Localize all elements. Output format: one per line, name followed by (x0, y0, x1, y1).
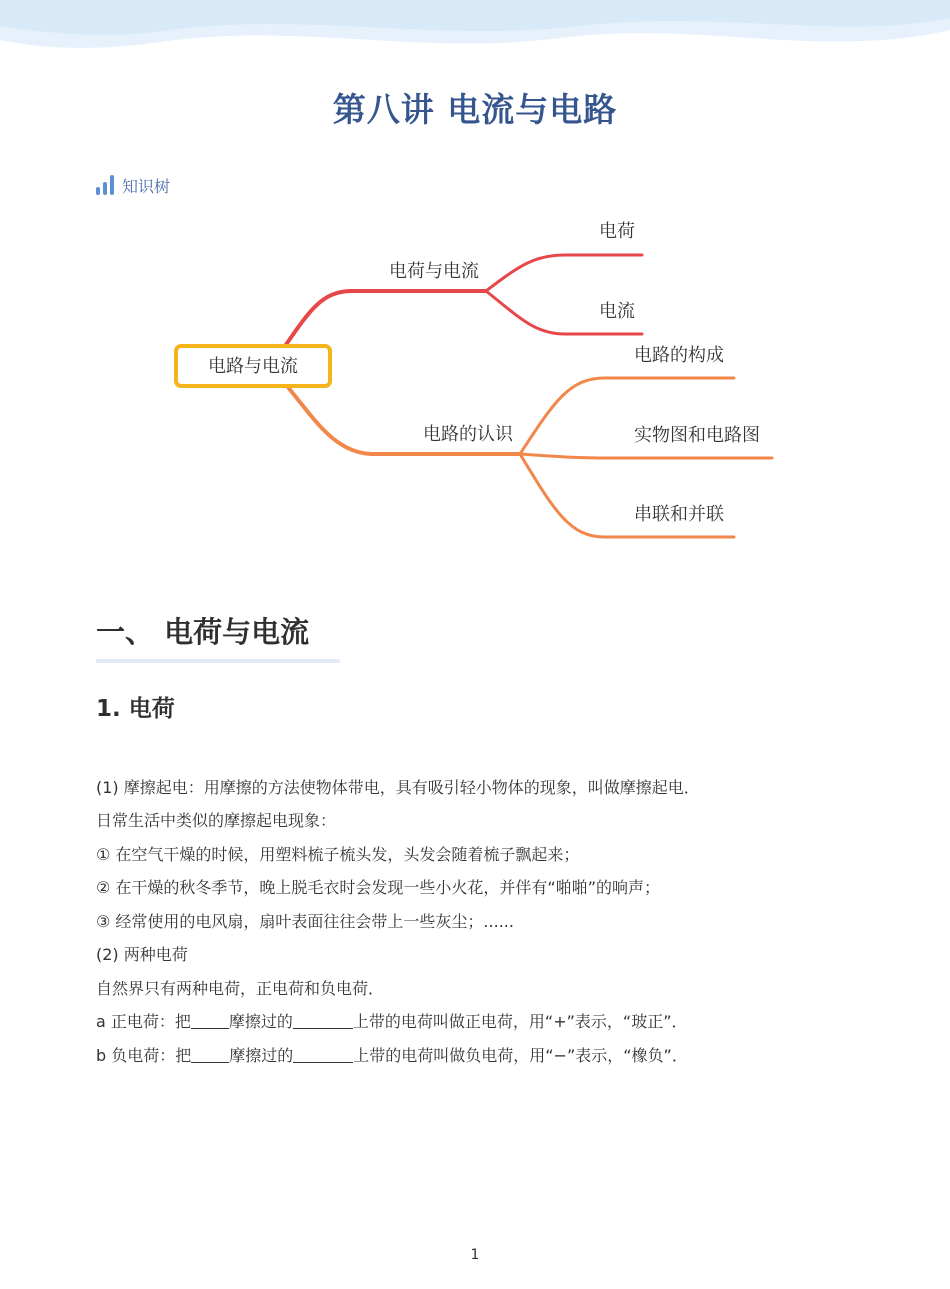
list-item-sweater: ② 在干燥的秋冬季节，晚上脱毛衣时会发现一些小火花，并伴有“啪啪”的响声； (96, 878, 661, 897)
leaf-charge: 电荷 (599, 221, 635, 242)
negative-charge-text-b: 摩擦过的 (229, 1046, 294, 1065)
paragraph-daily-phenomena: 日常生活中类似的摩擦起电现象： (96, 811, 337, 830)
blank-field[interactable] (293, 1012, 353, 1029)
leaf-series-and-parallel: 串联和并联 (634, 504, 724, 525)
edge-branch2-diagrams (520, 454, 772, 458)
positive-charge-text-c: 上带的电荷叫做正电荷，用“+”表示，“玻正”． (352, 1012, 688, 1031)
paragraph-charge-types: 自然界只有两种电荷，正电荷和负电荷． (96, 979, 385, 998)
leaf-current: 电流 (599, 301, 635, 322)
edge-root-branch1 (285, 291, 486, 346)
header-wave-decoration (0, 0, 950, 80)
branch1-node: 电荷与电流 (389, 261, 479, 282)
knowledge-mindmap (0, 200, 950, 560)
branch2-node: 电路的认识 (423, 424, 513, 445)
knowledge-tree-header (96, 172, 170, 198)
section-heading: 一、 电荷与电流 (96, 615, 310, 649)
paragraph-friction-electrification: (1) 摩擦起电：用摩擦的方法使物体带电，具有吸引轻小物体的现象，叫做摩擦起电． (96, 778, 700, 797)
positive-charge-text-b: 摩擦过的 (228, 1012, 293, 1031)
knowledge-tree-label: 知识树 (122, 176, 171, 196)
leaf-circuit-composition: 电路的构成 (634, 345, 724, 366)
positive-charge-text-a: a 正电荷：把 (96, 1012, 191, 1031)
negative-charge-text-c: 上带的电荷叫做负电荷，用“−”表示，“橡负”． (353, 1046, 688, 1065)
bar-chart-icon (96, 175, 114, 195)
subsection-heading: 1. 电荷 (96, 696, 175, 722)
paragraph-two-charges: (2) 两种电荷 (96, 945, 188, 964)
root-node: 电路与电流 (208, 356, 298, 377)
fill-in-negative-charge (96, 1045, 876, 1067)
negative-charge-text-a: b 负电荷：把 (96, 1046, 192, 1065)
section-heading-underline (96, 659, 340, 663)
leaf-physical-and-circuit-diagrams: 实物图和电路图 (634, 425, 760, 446)
blank-field[interactable] (191, 1012, 229, 1029)
page-title: 第八讲 电流与电路 (332, 90, 618, 129)
blank-field[interactable] (293, 1046, 353, 1063)
list-item-comb: ① 在空气干燥的时候，用塑料梳子梳头发，头发会随着梳子飘起来； (96, 845, 580, 864)
blank-field[interactable] (191, 1046, 229, 1063)
edge-branch1-charge (486, 255, 642, 291)
list-item-fan: ③ 经常使用的电风扇，扇叶表面往往会带上一些灰尘；...... (96, 912, 514, 931)
page-number: 1 (470, 1247, 480, 1263)
fill-in-positive-charge (96, 1011, 876, 1033)
